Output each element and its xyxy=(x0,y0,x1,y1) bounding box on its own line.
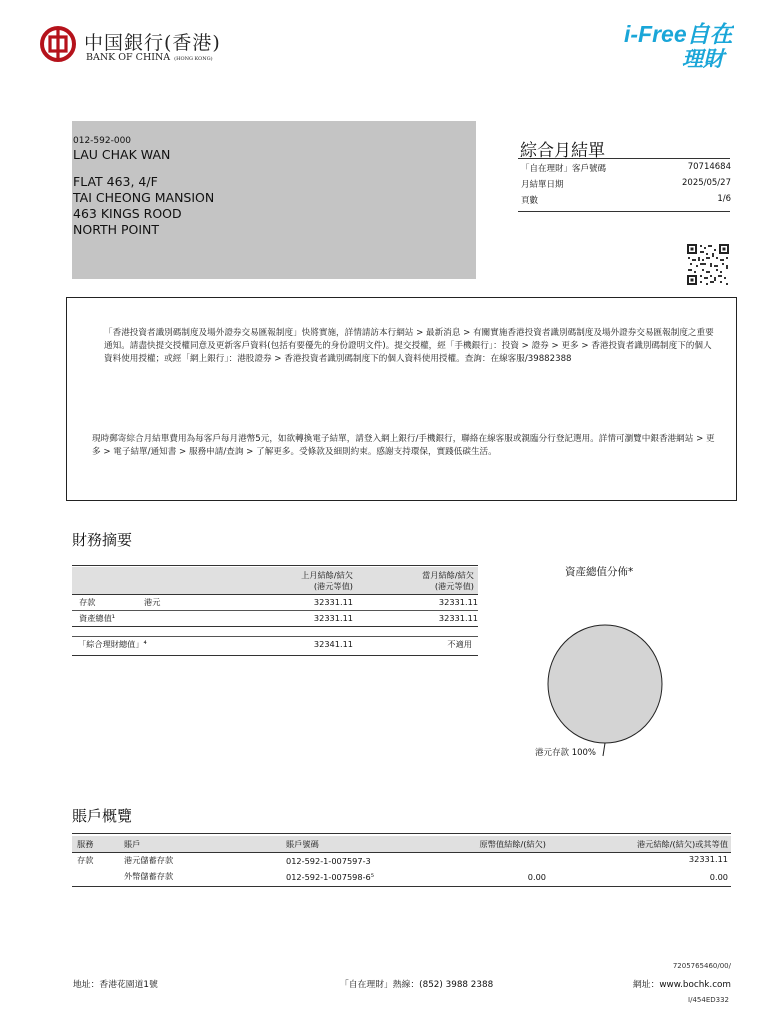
table-rule xyxy=(72,565,478,566)
footer-website: 網址：www.bochk.com xyxy=(632,980,731,990)
bank-name-english: BANK OF CHINA (HONG KONG) xyxy=(86,52,213,63)
row-sublabel: 港元 xyxy=(144,597,161,607)
customer-name: LAU CHAK WAN xyxy=(73,147,171,162)
row-prev-value: 32341.11 xyxy=(313,639,353,649)
notice-paragraph-investor-id: 「香港投資者識別碼制度及場外證券交易匯報制度」快將實施，詳情請訪本行網站 > 最新消息 > 有關實施香港投資者識別碼制度及場外證券交易匯報制度之重要通知。請盡快提交授權同意及更新客戶資料(包括有要優先的身份證明文件)。提交授權，經「手機銀行」：投資 > 證券 > 更多 > 香港投資者識別碼制度下的個人資料使用授權；或經「網上銀行」：港股證券 > 香港投資者識別碼制度下的個人資料使用授權。查詢：在線客服/39882388 xyxy=(104,328,714,364)
row-hkd-balance: 32331.11 xyxy=(688,854,728,864)
col-header-curr-balance: 當月結餘/結欠 (港元等值) xyxy=(422,570,474,591)
statement-row-customer-no: 「自在理財」客戶號碼 70714684 xyxy=(521,162,731,174)
pie-chart-title: 資產總值分佈* xyxy=(565,566,634,578)
table-rule xyxy=(72,833,731,834)
col-header-hkd-balance: 港元結餘/(結欠)或其等值 xyxy=(636,839,728,849)
row-label: 資產總值¹ xyxy=(79,613,116,623)
row-prev-value: 32331.11 xyxy=(313,597,353,607)
bank-name-chinese: 中国銀行(香港) xyxy=(84,32,221,54)
pie-slice-hkd-deposit xyxy=(548,625,662,743)
address-line-4: NORTH POINT xyxy=(73,222,160,237)
row-account: 港元儲蓄存款 xyxy=(124,855,174,865)
i-free-brand-logo xyxy=(624,20,734,70)
row-label: 存款 xyxy=(79,597,96,607)
footer-address: 地址：香港花園道1號 xyxy=(73,980,158,990)
row-account-number: 012-592-1-007598-6⁵ xyxy=(286,872,375,882)
row-account-number: 012-592-1-007597-3 xyxy=(286,856,371,866)
row-account: 外幣儲蓄存款 xyxy=(124,871,174,881)
footer-reference: 7205765460/00/ xyxy=(672,962,731,970)
row-original-balance: 0.00 xyxy=(527,872,546,882)
table-rule xyxy=(72,594,478,595)
table-rule xyxy=(72,655,478,656)
row-label: 「綜合理財總值」⁴ xyxy=(78,639,147,649)
col-header-prev-balance: 上月結餘/結欠 (港元等值) xyxy=(301,570,353,591)
statement-row-pages: 頁數 1/6 xyxy=(521,194,731,206)
row-curr-value: 不適用 xyxy=(447,639,472,649)
brand-top-text: i-Free自在 xyxy=(624,21,733,47)
row-curr-value: 32331.11 xyxy=(438,613,478,623)
table-rule xyxy=(72,626,478,627)
brand-bottom-text: 理財 xyxy=(682,48,724,70)
col-header-account: 賬戶 xyxy=(124,839,141,849)
address-line-1: FLAT 463, 4/F xyxy=(73,174,158,189)
table-rule xyxy=(72,610,478,611)
statement-divider xyxy=(518,211,730,212)
table-rule xyxy=(72,636,478,637)
address-line-2: TAI CHEONG MANSION xyxy=(73,190,215,205)
statement-row-date: 月結單日期 2025/05/27 xyxy=(521,178,731,190)
account-overview-heading: 賬戶概覽 xyxy=(72,807,133,825)
statement-title: 綜合月結單 xyxy=(520,141,605,161)
address-line-3: 463 KINGS ROOD xyxy=(73,206,182,221)
qr-code-icon xyxy=(686,243,730,286)
boc-logo-icon xyxy=(40,26,76,62)
footer-hotline: 「自在理財」熱線：(852) 3988 2388 xyxy=(340,980,494,990)
footer-document-code: I/454ED332 xyxy=(688,996,729,1004)
financial-summary-heading: 財務摘要 xyxy=(72,531,133,549)
table-rule xyxy=(72,852,731,853)
row-curr-value: 32331.11 xyxy=(438,597,478,607)
row-hkd-balance: 0.00 xyxy=(709,872,728,882)
statement-divider xyxy=(518,158,730,159)
asset-pie-chart xyxy=(540,622,670,760)
col-header-original-balance: 原幣值結餘/(結欠) xyxy=(479,839,546,849)
table-rule xyxy=(72,886,731,887)
pie-slice-label: 港元存款 100% xyxy=(535,748,597,758)
notice-paragraph-e-statement: 現時郵寄綜合月結單費用為每客戶每月港幣5元，如欲轉換電子結單，請登入網上銀行/手機銀行，聯絡在線客服或親臨分行登記選用。詳情可瀏覽中銀香港網站 > 更多 > 電子結單/通知書 > 服務申請/查詢 > 了解更多。受條款及細則約束。感謝支持環保，實踐低碳生活。 xyxy=(92,434,715,457)
address-code: 012-592-000 xyxy=(73,136,132,146)
pie-leader-line xyxy=(603,743,605,756)
col-header-service: 服務 xyxy=(77,839,94,849)
row-service: 存款 xyxy=(77,855,94,865)
row-prev-value: 32331.11 xyxy=(313,613,353,623)
col-header-account-number: 賬戶號碼 xyxy=(286,839,319,849)
